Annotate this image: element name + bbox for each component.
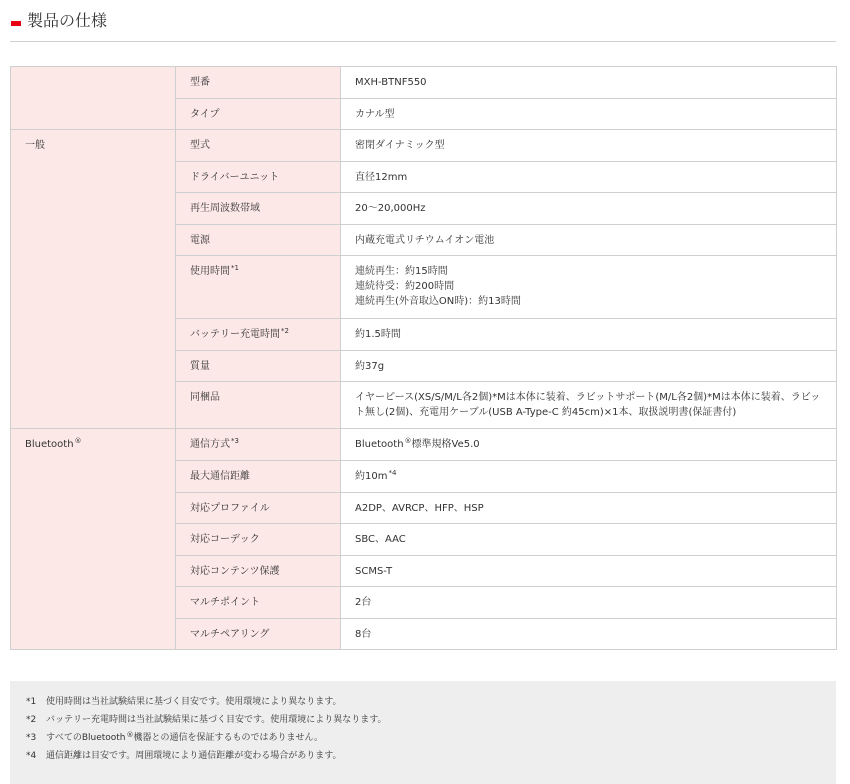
registered-mark: ® — [404, 437, 412, 445]
footnote-mark: *1 — [26, 697, 37, 707]
spec-value: 内蔵充電式リチウムイオン電池 — [355, 235, 495, 246]
spec-name-cell — [176, 225, 341, 256]
category-cell — [11, 130, 176, 429]
spec-value: MXH-BTNF550 — [355, 77, 427, 88]
spec-table — [10, 66, 837, 650]
footnote — [26, 696, 342, 708]
spec-value: Bluetooth — [355, 439, 404, 450]
spec-name-cell — [176, 256, 341, 319]
spec-value-cell — [341, 67, 837, 99]
spec-name-cell — [176, 319, 341, 351]
footnote — [26, 732, 323, 744]
spec-value: 直径12mm — [355, 172, 408, 183]
footnote-text-suffix: 機器との通信を保証するものではありません。 — [133, 733, 324, 743]
spec-value: 2台 — [355, 597, 372, 608]
footnote-text: すべてのBluetooth — [46, 733, 126, 743]
spec-name-cell — [176, 67, 341, 99]
footnote-mark: *3 — [26, 733, 37, 743]
spec-value-suffix: 標準規格Ve5.0 — [411, 439, 480, 450]
spec-name: ドライバーユニット — [190, 172, 280, 183]
spec-name: 使用時間 — [190, 266, 230, 277]
spec-value-cell — [341, 99, 837, 130]
spec-value-cell — [341, 556, 837, 587]
spec-value: 約37g — [355, 361, 385, 372]
footnote-text: 通信距離は目安です。周囲環境により通信距離が変わる場合があります。 — [46, 751, 342, 761]
footnote — [26, 750, 342, 762]
spec-name-cell — [176, 556, 341, 587]
footnote-mark: *2 — [26, 715, 37, 725]
spec-name: マルチペアリング — [190, 629, 270, 640]
table-row — [11, 67, 837, 99]
footnote-text: 使用時間は当社試験結果に基づく目安です。使用環境により異なります。 — [46, 697, 342, 707]
spec-value-cell — [341, 319, 837, 351]
spec-value-cell — [341, 225, 837, 256]
spec-value: 20〜20,000Hz — [355, 203, 426, 214]
spec-name-cell — [176, 461, 341, 493]
spec-value-cell — [341, 162, 837, 193]
spec-name-cell — [176, 382, 341, 429]
spec-value: イヤーピース(XS/S/M/L各2個)*Mは本体に装着、ラビットサポート(M/L各2個)*Mは本体に装着、ラビット無し(2個)、充電用ケーブル(USB A-Type-C 約45cm)×1本、取扱説明書(保証書付) — [355, 392, 821, 418]
spec-name: 質量 — [190, 361, 210, 372]
title-marker — [11, 21, 21, 26]
spec-value: 密閉ダイナミック型 — [355, 140, 445, 151]
category-cell — [11, 429, 176, 650]
spec-value: SBC、AAC — [355, 534, 406, 545]
spec-name-cell — [176, 351, 341, 382]
page-title: 製品の仕様 — [27, 11, 108, 30]
section-title-bar — [10, 9, 836, 42]
spec-value: A2DP、AVRCP、HFP、HSP — [355, 503, 484, 514]
spec-value-line: 連続再生：約15時間 — [355, 266, 448, 277]
table-row — [11, 429, 837, 461]
spec-value: 約10m — [355, 471, 388, 482]
spec-name: 型番 — [190, 77, 210, 88]
footnote-text: バッテリー充電時間は当社試験結果に基づく目安です。使用環境により異なります。 — [46, 715, 387, 725]
footnote-ref: *4 — [388, 469, 397, 477]
spec-value-cell — [341, 130, 837, 162]
spec-value-cell — [341, 587, 837, 619]
spec-value: 8台 — [355, 629, 372, 640]
registered-mark: ® — [126, 731, 134, 739]
spec-value-cell — [341, 351, 837, 382]
category-cell — [11, 67, 176, 130]
spec-value-cell — [341, 461, 837, 493]
spec-name-cell — [176, 193, 341, 225]
spec-value-cell — [341, 619, 837, 650]
spec-value-cell — [341, 524, 837, 556]
spec-value-line: 連続待受：約200時間 — [355, 281, 455, 292]
spec-name: バッテリー充電時間 — [190, 329, 280, 340]
table-row — [11, 130, 837, 162]
spec-name-cell — [176, 162, 341, 193]
spec-name: 対応コーデック — [190, 534, 260, 545]
spec-value: 約1.5時間 — [355, 329, 401, 340]
spec-value: SCMS-T — [355, 566, 393, 577]
footnote-ref: *3 — [231, 437, 239, 445]
spec-value-cell — [341, 429, 837, 461]
spec-value-cell — [341, 256, 837, 319]
spec-name: タイプ — [190, 109, 220, 120]
footnote-mark: *4 — [26, 751, 37, 761]
spec-name-cell — [176, 524, 341, 556]
spec-name: マルチポイント — [190, 597, 260, 608]
footnote-ref: *2 — [281, 327, 289, 335]
footnote — [26, 714, 387, 726]
spec-name: 同梱品 — [190, 392, 220, 403]
footnote-ref: *1 — [231, 264, 239, 272]
spec-value-cell — [341, 193, 837, 225]
spec-name-cell — [176, 99, 341, 130]
spec-value-line: 連続再生(外音取込ON時)：約13時間 — [355, 296, 521, 307]
spec-name: 対応コンテンツ保護 — [190, 566, 280, 577]
registered-mark: ® — [74, 437, 82, 445]
spec-name: 通信方式 — [190, 439, 230, 450]
spec-name: 型式 — [190, 140, 210, 151]
spec-name: 最大通信距離 — [190, 471, 250, 482]
spec-value-cell — [341, 382, 837, 429]
spec-name-cell — [176, 619, 341, 650]
spec-name-cell — [176, 493, 341, 524]
spec-value: カナル型 — [355, 109, 395, 120]
spec-name: 電源 — [190, 235, 210, 246]
category-label: 一般 — [25, 140, 45, 151]
spec-name: 対応プロファイル — [190, 503, 270, 514]
spec-name-cell — [176, 429, 341, 461]
footnotes-box — [10, 681, 836, 784]
category-label: Bluetooth — [25, 439, 74, 450]
spec-name-cell — [176, 587, 341, 619]
spec-name-cell — [176, 130, 341, 162]
spec-name: 再生周波数帯域 — [190, 203, 260, 214]
spec-value-cell — [341, 493, 837, 524]
